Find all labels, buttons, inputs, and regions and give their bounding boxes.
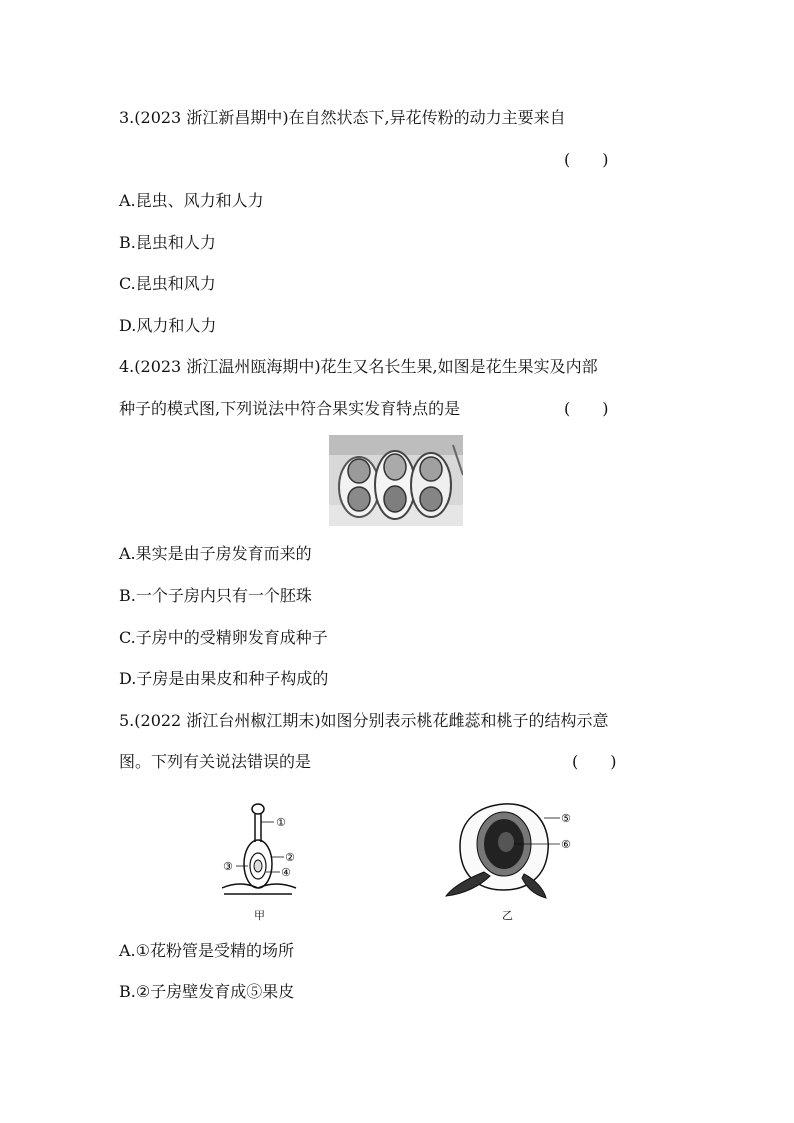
q4-stem-line1: 4.(2023 浙江温州瓯海期中)花生又名长生果,如图是花生果实及内部 — [119, 357, 598, 376]
q4-option-c: C.子房中的受精卵发育成种子 — [119, 628, 328, 647]
q4-stem-line2: 种子的模式图,下列说法中符合果实发育特点的是 — [119, 399, 461, 418]
q3-option-c: C.昆虫和风力 — [119, 274, 216, 293]
q5-option-b: B.②子房壁发育成⑤果皮 — [119, 982, 295, 1001]
label-1: ① — [276, 816, 286, 829]
q5-answer-paren: ( ) — [572, 752, 617, 771]
q4-option-d: D.子房是由果皮和种子构成的 — [119, 669, 329, 688]
q5-option-a: A.①花粉管是受精的场所 — [119, 941, 294, 960]
label-3: ③ — [223, 860, 233, 873]
pistil-figure — [218, 802, 318, 898]
label-2: ② — [285, 851, 295, 864]
q3-answer-paren: ( ) — [564, 150, 609, 169]
peach-figure — [444, 800, 584, 900]
label-6: ⑥ — [561, 838, 571, 851]
q3-option-a: A.昆虫、风力和人力 — [119, 191, 264, 210]
peanut-figure — [329, 435, 463, 526]
q5-stem-line2: 图。下列有关说法错误的是 — [119, 752, 312, 771]
q5-stem-line1: 5.(2022 浙江台州椒江期末)如图分别表示桃花雌蕊和桃子的结构示意 — [119, 711, 609, 730]
q3-stem: 3.(2023 浙江新昌期中)在自然状态下,异花传粉的动力主要来自 — [119, 108, 566, 127]
q4-option-b: B.一个子房内只有一个胚珠 — [119, 586, 312, 605]
label-5: ⑤ — [561, 812, 571, 825]
q3-option-d: D.风力和人力 — [119, 316, 217, 335]
label-4: ④ — [281, 866, 291, 879]
q3-option-b: B.昆虫和人力 — [119, 233, 216, 252]
caption-yi: 乙 — [502, 909, 513, 922]
peanut-image — [329, 435, 463, 526]
q4-option-a: A.果实是由子房发育而来的 — [119, 544, 312, 563]
q4-answer-paren: ( ) — [564, 399, 609, 418]
caption-jia: 甲 — [254, 909, 265, 922]
